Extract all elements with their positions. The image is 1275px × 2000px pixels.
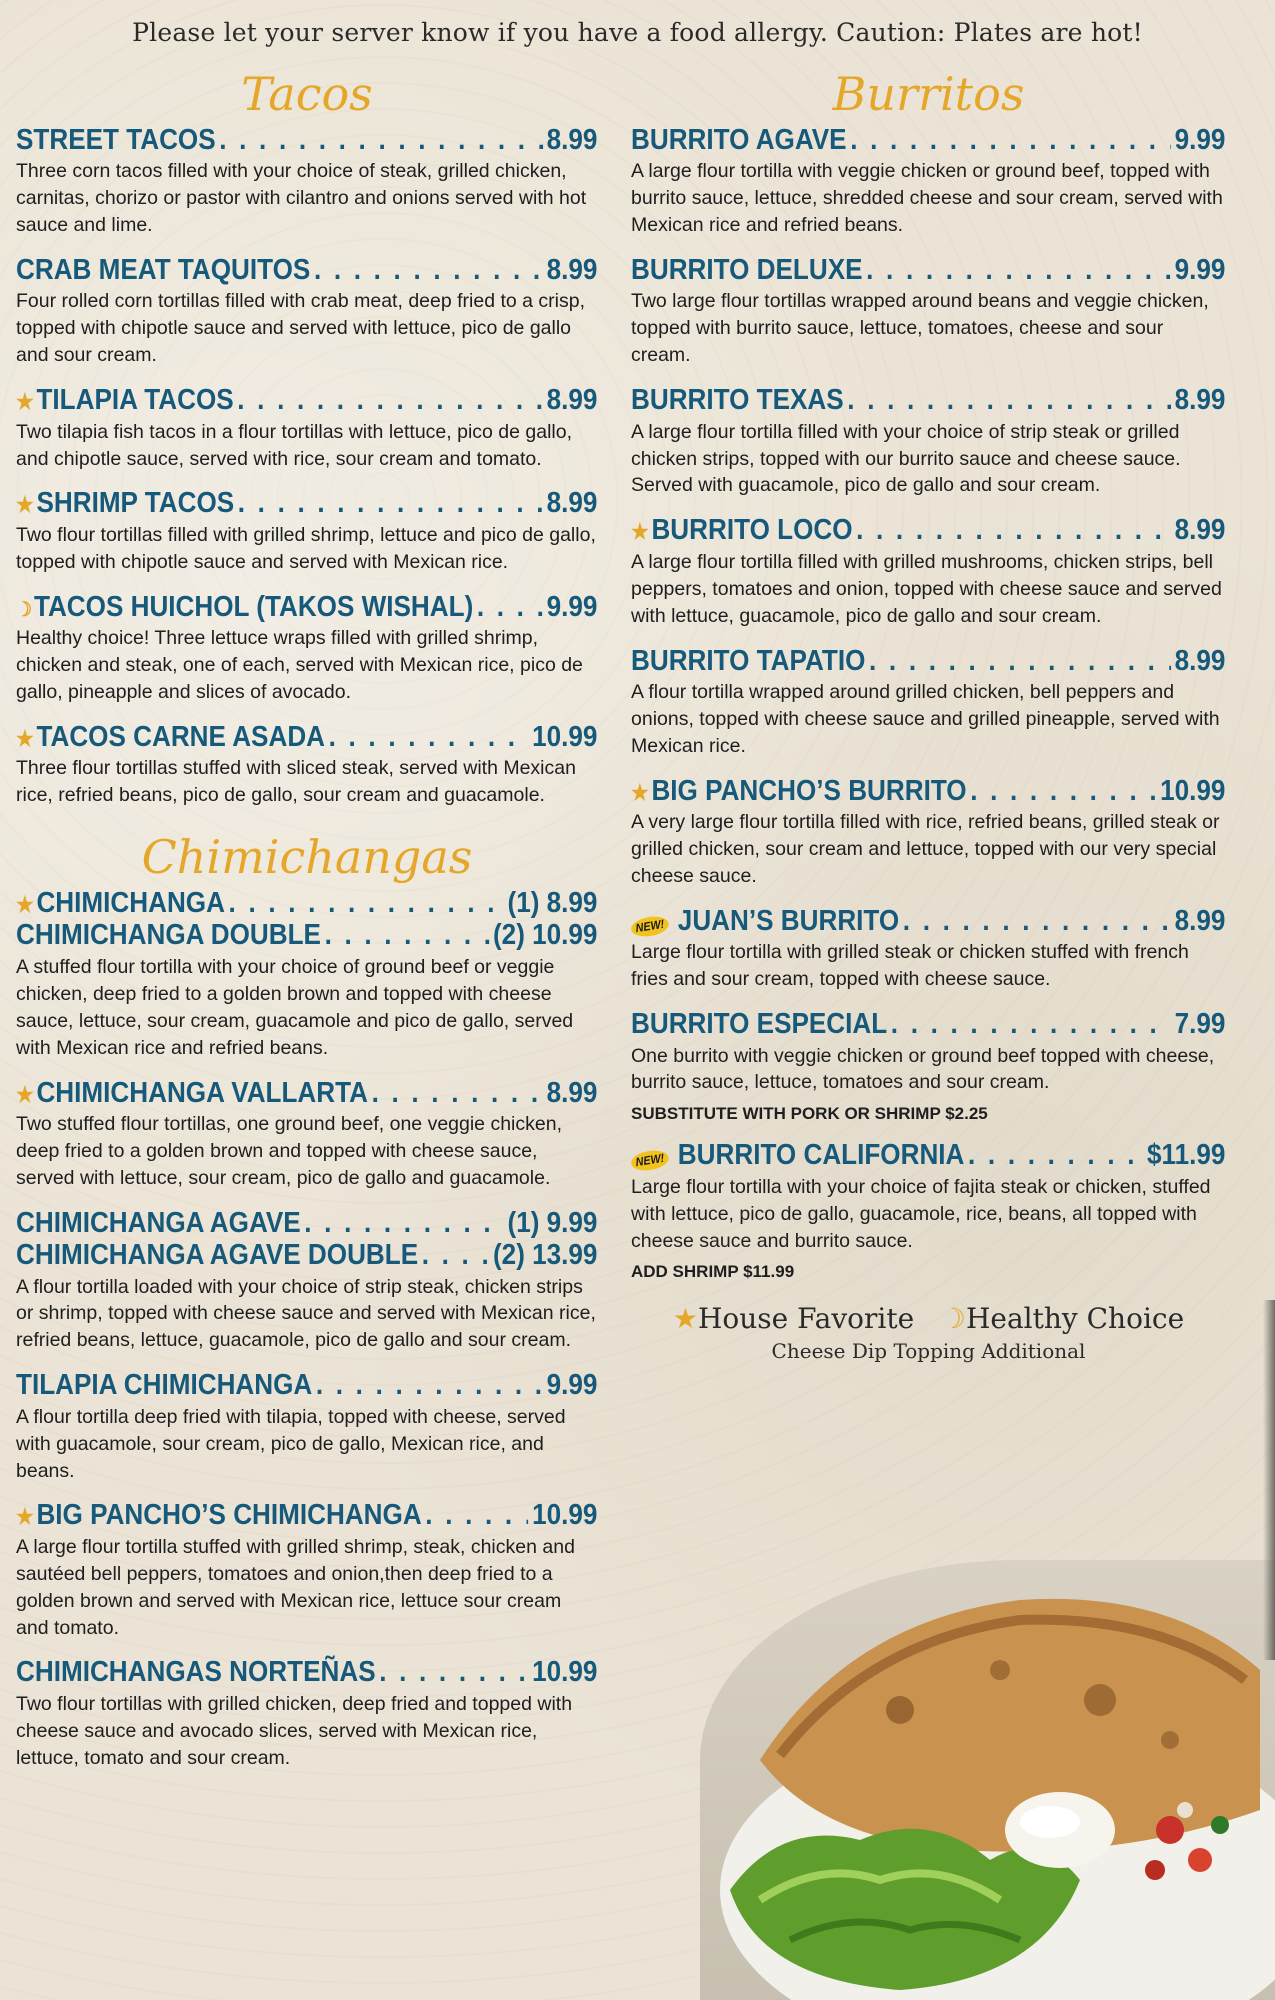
star-icon: ★ <box>16 725 34 751</box>
menu-item-heading <box>16 1078 597 1108</box>
menu-item-description: Three corn tacos filled with your choice of steak, grilled chicken, carnitas, chorizo or pastor with cilantro and onions served with hot sauce and lime. <box>16 160 587 237</box>
menu-item <box>16 385 598 472</box>
menu-item-description: A large flour tortilla with veggie chicken or ground beef, topped with burrito sauce, lettuce, shredded cheese and sour cream, served with Mexican rice and refried beans. <box>631 160 1223 237</box>
menu-item <box>631 1140 1226 1282</box>
left-column <box>16 68 598 1788</box>
menu-item <box>631 1009 1226 1124</box>
menu-item-description: Four rolled corn tortillas filled with crab meat, deep fried to a crisp, topped with chipotle sauce and served with lettuce, pico de gallo and sour cream. <box>16 290 585 367</box>
menu-item-price: 10.99 <box>532 1499 598 1532</box>
menu-item-description: Three flour tortillas stuffed with sliced steak, served with Mexican rice, refried beans, pico de gallo, sour cream and guacamole. <box>16 757 576 807</box>
menu-item-price: 9.99 <box>1174 254 1226 287</box>
menu-item-name: CHIMICHANGAS NORTEÑAS <box>16 1656 376 1689</box>
menu-item-price: 9.99 <box>546 1206 598 1239</box>
menu-item-name: SHRIMP TACOS <box>36 487 235 520</box>
menu-item <box>16 1078 598 1192</box>
menu-item-heading <box>16 1500 597 1530</box>
right-column <box>631 68 1226 1363</box>
section-title-chimichangas: Chimichangas <box>141 830 473 885</box>
moon-icon: ☽ <box>940 1302 966 1336</box>
menu-item-heading <box>16 1370 597 1400</box>
dot-leader <box>847 385 1171 415</box>
star-icon: ★ <box>631 519 649 545</box>
menu-item-name: TILAPIA TACOS <box>36 384 234 417</box>
menu-item-heading <box>16 1657 597 1687</box>
menu-item-price: 8.99 <box>1174 644 1226 677</box>
menu-item-heading <box>16 1240 597 1270</box>
menu-item-name: CHIMICHANGA AGAVE <box>16 1206 301 1239</box>
menu-item-price: 10.99 <box>1160 774 1226 807</box>
menu-item-name: TACOS HUICHOL (TAKOS WISHAL) <box>33 590 474 623</box>
menu-item-description: A flour tortilla wrapped around grilled chicken, bell peppers and onions, topped with cheese sauce and grilled pineapple, served with Mexican rice. <box>631 680 1220 757</box>
menu-item-price: 9.99 <box>546 1369 598 1402</box>
menu-item-name: BURRITO TAPATIO <box>631 644 866 677</box>
menu-item-price: 8.99 <box>1174 514 1226 547</box>
dot-leader <box>237 385 543 415</box>
menu-item-name: BURRITO AGAVE <box>631 123 847 156</box>
menu-item-price: 10.99 <box>532 919 598 952</box>
menu-item-price: 7.99 <box>1174 1008 1226 1041</box>
allergy-notice: Please let your server know if you have a food allergy. Caution: Plates are hot! <box>132 18 1143 47</box>
dot-leader <box>903 906 1171 936</box>
menu-item-price: 8.99 <box>546 887 598 919</box>
menu-item-heading <box>631 646 1225 676</box>
dot-leader <box>422 1240 490 1270</box>
section-title-tacos: Tacos <box>241 67 373 121</box>
dot-leader <box>325 920 490 950</box>
legend <box>631 1302 1226 1363</box>
menu-item <box>16 1370 598 1484</box>
menu-item-addon: SUBSTITUTE WITH PORK OR SHRIMP $2.25 <box>631 1104 988 1124</box>
menu-item-name: BIG PANCHO’S BURRITO <box>651 774 967 807</box>
moon-icon: ☽ <box>16 598 33 621</box>
menu-item-description: A flour tortilla deep fried with tilapia, topped with cheese, served with guacamole, sour cream, pico de gallo, Mexican rice, and beans. <box>16 1405 566 1482</box>
dot-leader <box>219 125 543 155</box>
dot-leader <box>891 1009 1171 1039</box>
menu-item-price: 8.99 <box>546 1076 598 1109</box>
dot-leader <box>866 255 1171 285</box>
menu-item-quantity: (2) <box>492 919 525 952</box>
menu-item-description: Two tilapia fish tacos in a flour tortillas with lettuce, pico de gallo, and chipotle sauce, served with rice, sour cream and tomato. <box>16 420 573 470</box>
menu-item-description: One burrito with veggie chicken or ground beef topped with cheese, burrito sauce, lettuce, tomatoes and sour cream. <box>631 1044 1215 1094</box>
star-icon: ★ <box>16 1504 34 1530</box>
star-icon: ★ <box>16 389 34 415</box>
menu-item-description: Healthy choice! Three lettuce wraps filled with grilled shrimp, chicken and steak, one of each, served with Mexican rice, pico de gallo, pineapple and slices of avocado. <box>16 627 583 703</box>
dot-leader <box>970 776 1156 806</box>
menu-item-heading <box>16 592 597 622</box>
menu-item <box>631 515 1226 629</box>
menu-item-name: BURRITO CALIFORNIA <box>677 1139 965 1172</box>
star-icon: ★ <box>16 492 34 518</box>
menu-item-price: 8.99 <box>1174 384 1226 417</box>
dot-leader <box>869 646 1171 676</box>
dot-leader <box>314 255 543 285</box>
menu-item-price: 13.99 <box>532 1239 598 1272</box>
menu-item <box>16 1657 598 1771</box>
menu-item-price: 10.99 <box>532 1656 598 1689</box>
menu-item-name: CHIMICHANGA <box>36 887 225 919</box>
legend-house-favorite: House Favorite <box>697 1302 915 1336</box>
menu-item-name: STREET TACOS <box>16 123 216 156</box>
menu-item-price: 8.99 <box>546 384 598 417</box>
dot-leader <box>425 1500 528 1530</box>
chimichanga-photo <box>700 1560 1275 2000</box>
new-badge: NEW! <box>630 1148 670 1172</box>
menu-item-description: A large flour tortilla stuffed with grilled shrimp, steak, chicken and sautéed bell peppers, tomatoes and onion,then deep fried to a golden brown and served with Mexican rice, lettuce sour cream and tomato. <box>16 1535 575 1639</box>
menu-item-heading <box>16 125 597 155</box>
dot-leader <box>477 592 543 622</box>
menu-item-name: CHIMICHANGA DOUBLE <box>16 919 321 952</box>
menu-item-heading <box>16 888 597 918</box>
menu-item-description: A stuffed flour tortilla with your choice of ground beef or veggie chicken, deep fried to a golden brown and topped with cheese sauce, lettuce, sour cream, guacamole and pico de gallo, served with Mexican rice and refried beans. <box>16 955 574 1059</box>
dot-leader <box>968 1140 1143 1170</box>
dot-leader <box>379 1657 528 1687</box>
menu-item <box>631 646 1226 760</box>
menu-item-price: 10.99 <box>532 720 598 753</box>
menu-item-name: BIG PANCHO’S CHIMICHANGA <box>36 1499 422 1532</box>
menu-item-name: BURRITO DELUXE <box>631 254 863 287</box>
menu-item-quantity: (2) <box>492 1239 525 1272</box>
section-title-burritos: Burritos <box>832 67 1025 121</box>
menu-item <box>16 488 598 575</box>
tacos-list <box>16 125 598 809</box>
page-edge-shadow <box>1263 1300 1275 1660</box>
menu-item-heading <box>16 385 597 415</box>
menu-item-name: CRAB MEAT TAQUITOS <box>16 254 311 287</box>
menu-item-description: Two stuffed flour tortillas, one ground beef, one veggie chicken, deep fried to a golden brown and topped with cheese sauce, served with lettuce, sour cream, pico de gallo and guacamole. <box>16 1112 562 1189</box>
menu-item-heading <box>631 255 1225 285</box>
menu-item-description: Two flour tortillas with grilled chicken, deep fried and topped with cheese sauce and avocado slices, served with Mexican rice, lettuce, tomato and sour cream. <box>16 1692 573 1769</box>
menu-item-heading <box>631 1009 1225 1039</box>
menu-item-name: BURRITO LOCO <box>651 514 853 547</box>
menu-item <box>631 906 1226 993</box>
dot-leader <box>304 1208 504 1238</box>
menu-item-name: CHIMICHANGA AGAVE DOUBLE <box>16 1239 419 1272</box>
dot-leader <box>316 1370 543 1400</box>
dot-leader <box>856 515 1171 545</box>
menu-item-heading <box>631 906 1225 936</box>
legend-healthy-choice: Healthy Choice <box>965 1302 1185 1336</box>
food-plate-illustration <box>700 1560 1275 2000</box>
menu-item-quantity: (1) <box>507 887 540 919</box>
menu-item-heading <box>631 515 1225 545</box>
menu-item-description: A very large flour tortilla filled with rice, refried beans, grilled steak or grilled chicken, sour cream and lettuce, topped with our very special cheese sauce. <box>631 811 1220 887</box>
menu-item <box>16 125 598 239</box>
menu-item-heading <box>631 1140 1225 1170</box>
menu-item <box>631 255 1226 369</box>
star-icon: ★ <box>631 779 649 805</box>
menu-item-price: $11.99 <box>1146 1139 1226 1172</box>
menu-item-description: Two flour tortillas filled with grilled shrimp, lettuce and pico de gallo, topped with chipotle sauce and served with Mexican rice. <box>16 523 596 573</box>
menu-item-name: CHIMICHANGA VALLARTA <box>36 1076 368 1109</box>
dot-leader <box>238 488 543 518</box>
menu-item-heading <box>16 920 597 950</box>
dot-leader <box>372 1078 543 1108</box>
menu-item-addon: ADD SHRIMP $11.99 <box>631 1262 795 1282</box>
menu-item-heading <box>16 488 597 518</box>
burritos-list <box>631 125 1226 1283</box>
menu-item-description: A large flour tortilla filled with grilled mushrooms, chicken strips, bell peppers, tomatoes and onion, topped with cheese sauce and served with lettuce, guacamole, pico de gallo and sour cream. <box>631 550 1222 627</box>
menu-item-price: 8.99 <box>546 123 598 156</box>
star-icon: ★ <box>16 892 34 917</box>
menu-item-price: 8.99 <box>1174 904 1226 937</box>
menu-item <box>631 125 1226 239</box>
menu-item-description: Large flour tortilla with your choice of fajita steak or chicken, stuffed with lettuce, pico de gallo, guacamole, rice, beans, all topped with cheese sauce and burrito sauce. <box>631 1175 1211 1252</box>
menu-item <box>16 1500 598 1641</box>
menu-item-description: Two large flour tortillas wrapped around beans and veggie chicken, topped with burrito sauce, lettuce, tomatoes, cheese and sour cream. <box>631 290 1209 367</box>
star-icon: ★ <box>16 1081 34 1107</box>
menu-item-heading <box>631 776 1225 806</box>
menu-item-heading <box>16 255 597 285</box>
dot-leader <box>329 722 529 752</box>
menu-item <box>16 888 598 918</box>
menu-item <box>16 722 598 809</box>
menu-item <box>631 385 1226 499</box>
menu-item-price: 8.99 <box>546 487 598 520</box>
menu-item-heading <box>16 722 597 752</box>
dot-leader <box>229 888 504 918</box>
menu-item-name: TACOS CARNE ASADA <box>36 720 326 753</box>
new-badge: NEW! <box>630 914 670 938</box>
menu-item <box>16 1240 598 1354</box>
menu-item-heading <box>16 1208 597 1238</box>
menu-item <box>631 776 1226 890</box>
menu-item-heading <box>631 385 1225 415</box>
menu-item-description: A large flour tortilla filled with your choice of strip steak or grilled chicken strips, topped with our burrito sauce and cheese sauce. Served with guacamole, pico de gallo and sour cream. <box>631 420 1181 497</box>
menu-item-description: A flour tortilla loaded with your choice of strip steak, chicken strips or shrimp, topped with cheese sauce and served with Mexican rice, refried beans, lettuce, guacamole, pico de gallo and sour cream. <box>16 1275 596 1352</box>
menu-item-name: BURRITO ESPECIAL <box>631 1008 888 1041</box>
menu-item-price: 9.99 <box>1174 123 1226 156</box>
menu-item-price: 8.99 <box>546 254 598 287</box>
star-icon: ★ <box>672 1302 698 1336</box>
menu-item-heading <box>631 125 1225 155</box>
menu-item <box>16 1208 598 1238</box>
menu-item-quantity: (1) <box>507 1206 540 1239</box>
menu-item <box>16 255 598 369</box>
dot-leader <box>850 125 1171 155</box>
chimichangas-list <box>16 888 598 1772</box>
menu-item-name: JUAN’S BURRITO <box>677 904 900 937</box>
menu-item-price: 9.99 <box>546 590 598 623</box>
menu-item <box>16 592 598 706</box>
menu-item <box>16 920 598 1061</box>
legend-cheese-note: Cheese Dip Topping Additional <box>771 1339 1086 1364</box>
menu-item-name: BURRITO TEXAS <box>631 384 844 417</box>
menu-item-description: Large flour tortilla with grilled steak or chicken stuffed with french fries and sour cream, topped with cheese sauce. <box>631 941 1189 991</box>
menu-item-name: TILAPIA CHIMICHANGA <box>16 1369 313 1402</box>
